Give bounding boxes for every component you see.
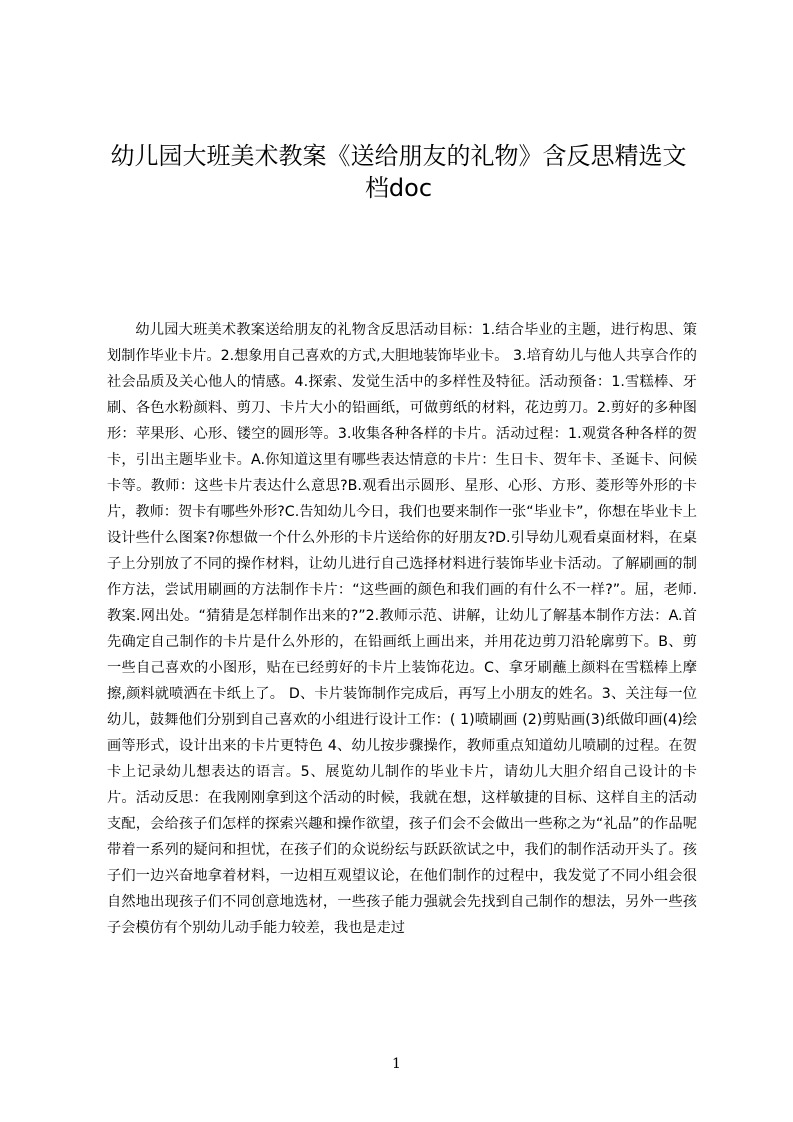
document-title: 幼儿园大班美术教案《送给朋友的礼物》含反思精选文档doc [110,142,687,202]
document-body-paragraph: 幼儿园大班美术教案送给朋友的礼物含反思活动目标：1.结合毕业的主题，进行构思、策划制作毕业卡片。2.想象用自己喜欢的方式,大胆地装饰毕业卡。 3.培育幼儿与他人共享合作的社会品质及关心他人的情感。4.探索、发觉生活中的多样性及特征。活动预备：1.雪糕棒、牙刷、各色水粉颜料、剪刀、卡片大小的铅画纸，可做剪纸的材料，花边剪刀。2.剪好的多种图形：苹果形、心形、镂空的圆形等。3.收集各种各样的卡片。活动过程：1.观赏各种各样的贺卡，引出主题毕业卡。A.你知道这里有哪些表达情意的卡片：生日卡、贺年卡、圣诞卡、问候卡等。教师：这些卡片表达什么意思?B.观看出示圆形、星形、心形、方形、菱形等外形的卡片，教师：贺卡有哪些外形?C.告知幼儿今日，我们也要来制作一张“毕业卡”，你想在毕业卡上设计些什么图案?你想做一个什么外形的卡片送给你的好朋友?D.引导幼儿观看桌面材料，在桌子上分别放了不同的操作材料，让幼儿进行自己选择材料进行装饰毕业卡活动。了解刷画的制作方法，尝试用刷画的方法制作卡片：“这些画的颜色和我们画的有什么不一样?”。屈，老师.教案.网出处。“猜猜是怎样制作出来的?”2.教师示范、讲解，让幼儿了解基本制作方法：A.首先确定自己制作的卡片是什么外形的，在铅画纸上画出来，并用花边剪刀沿轮廓剪下。B、剪一些自己喜欢的小图形，贴在已经剪好的卡片上装饰花边。C、拿牙刷蘸上颜料在雪糕棒上摩擦,颜料就喷洒在卡纸上了。 D、卡片装饰制作完成后，再写上小朋友的姓名。3、关注每一位幼儿，鼓舞他们分别到自己喜欢的小组进行设计工作：( 1)喷刷画 (2)剪贴画(3)纸做印画(4)绘画等形式，设计出来的卡片更特色 4、幼儿按步骤操作，教师重点知道幼儿喷刷的过程。在贺卡上记录幼儿想表达的语言。5、展览幼儿制作的毕业卡片，请幼儿大胆介绍自己设计的卡片。活动反思：在我刚刚拿到这个活动的时候，我就在想，这样敏捷的目标、这样自主的活动支配，会给孩子们怎样的探索兴趣和操作欲望，孩子们会不会做出一些称之为“礼品”的作品呢带着一系列的疑问和担忧，在孩子们的众说纷纭与跃跃欲试之中，我们的制作活动开头了。孩子们一边兴奋地拿着材料，一边相互观望议论，在他们制作的过程中，我发觉了不同小组会很自然地出现孩子们不同创意地选材，一些孩子能力强就会先找到自己制作的想法，另外一些孩子会模仿有个别幼儿动手能力较差，我也是走过 [107,322,697,936]
page-number: 1 [392,1056,401,1072]
